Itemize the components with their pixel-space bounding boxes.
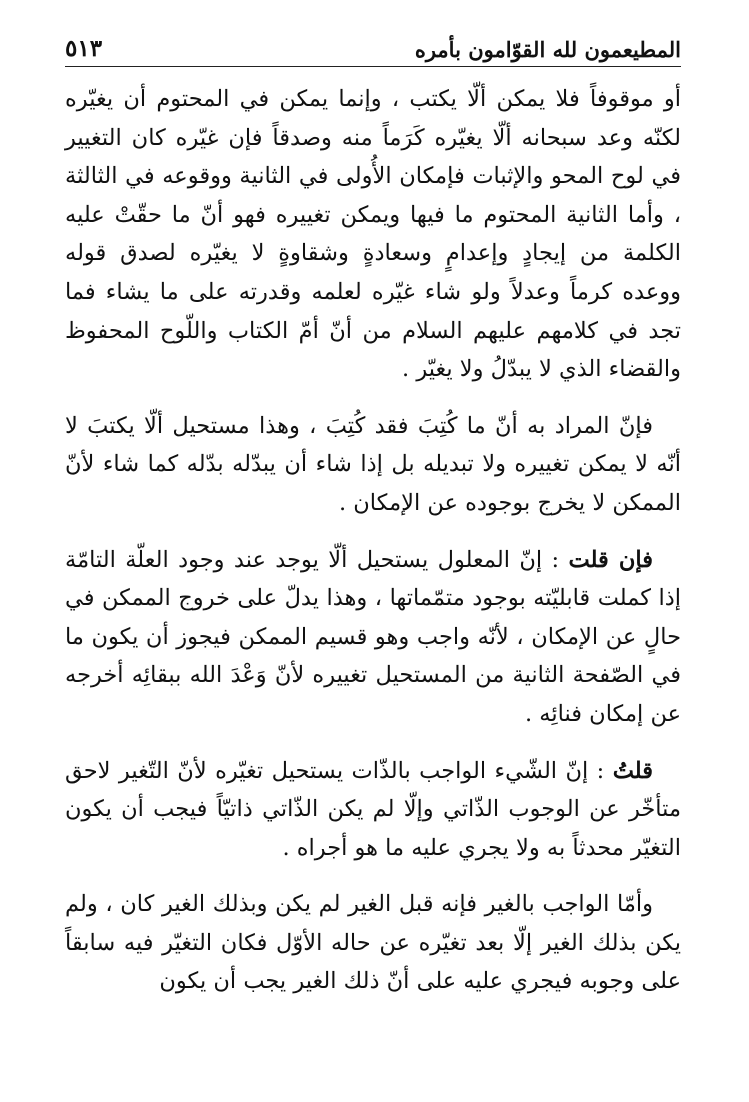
- paragraph-text: فإنّ المراد به أنّ ما كُتِبَ فقد كُتِبَ ، وهذا مستحيل ألّا يكتبَ لا أنّه لا يمكن تغييره ولا تبديله بل إذا شاء أن يبدّله بدّله كما شاء لأنّ الممكن لا يخرج بوجوده عن الإمكان .: [65, 412, 681, 516]
- paragraph-text: أو موقوفاً فلا يمكن ألّا يكتب ، وإنما يمكن في المحتوم أن يغيّره لكنّه وعد سبحانه ألّا يغيّره كَرَماً منه وصدقاً فإن غيّره كان التغيير في لوح المحو والإثبات فإمكان الأُولى في الثانية ووقوعه في الثالثة ، وأما الثانية المحتوم ما فيها ويمكن تغييره فهو أنّ ما حقّتْ عليه الكلمة من إيجادٍ وإعدامٍ وسعادةٍ وشقاوةٍ لا يغيّره لصدق قوله ووعده كرماً وعدلاً ولو شاء غيّره لعلمه وقدرته على ما يشاء فما تجد في كلامهم عليهم السلام من أنّ أمّ الكتاب واللّوح المحفوظ والقضاء الذي لا يبدّلُ ولا يغيّر .: [65, 86, 681, 383]
- paragraph-4: [65, 752, 681, 868]
- paragraph-5: [65, 885, 681, 1001]
- running-title: المطيعمون لله القوّامون بأمره: [414, 37, 681, 62]
- paragraph-3: [65, 541, 681, 734]
- paragraph-text: وأمّا الواجب بالغير فإنه قبل الغير لم يكن وبذلك الغير كان ، ولم يكن بذلك الغير إلّا بعد تغيّره عن حاله الأوّل فكان التغيّر فيه سابقاً على وجوبه فيجري عليه على أنّ ذلك الغير يجب أن يكون: [65, 891, 681, 995]
- page-number: ٥١٣: [65, 35, 103, 62]
- paragraph-lead: قلتُ: [612, 757, 653, 784]
- paragraph-1: [65, 80, 681, 389]
- running-header: [65, 24, 681, 67]
- paragraph-lead: فإن قلت: [568, 546, 653, 573]
- paragraph-2: [65, 407, 681, 523]
- paragraph-text: : إنّ المعلول يستحيل ألّا يوجد عند وجود العلّة التامّة إذا كملت قابليّته بوجود متمّماتها ، وهذا يدلّ على خروج الممكن في حالٍ عن الإمكان ، لأنّه واجب وهو قسيم الممكن فيجوز أن يكون ما في الصّفحة الثانية من المستحيل تغييره لأنّ وَعْدَ الله ببقائِه أخرجه عن إمكان فنائِه .: [65, 546, 681, 727]
- paragraph-text: : إنّ الشّيء الواجب بالذّات يستحيل تغيّره لأنّ التّغير لاحق متأخّر عن الوجوب الذّاتي وإلّا لم يكن الذّاتي ذاتيّاً فيجب أن يكون التغيّر محدثاً به ولا يجري عليه ما هو أجراه .: [65, 757, 681, 861]
- page-body: [65, 80, 681, 1001]
